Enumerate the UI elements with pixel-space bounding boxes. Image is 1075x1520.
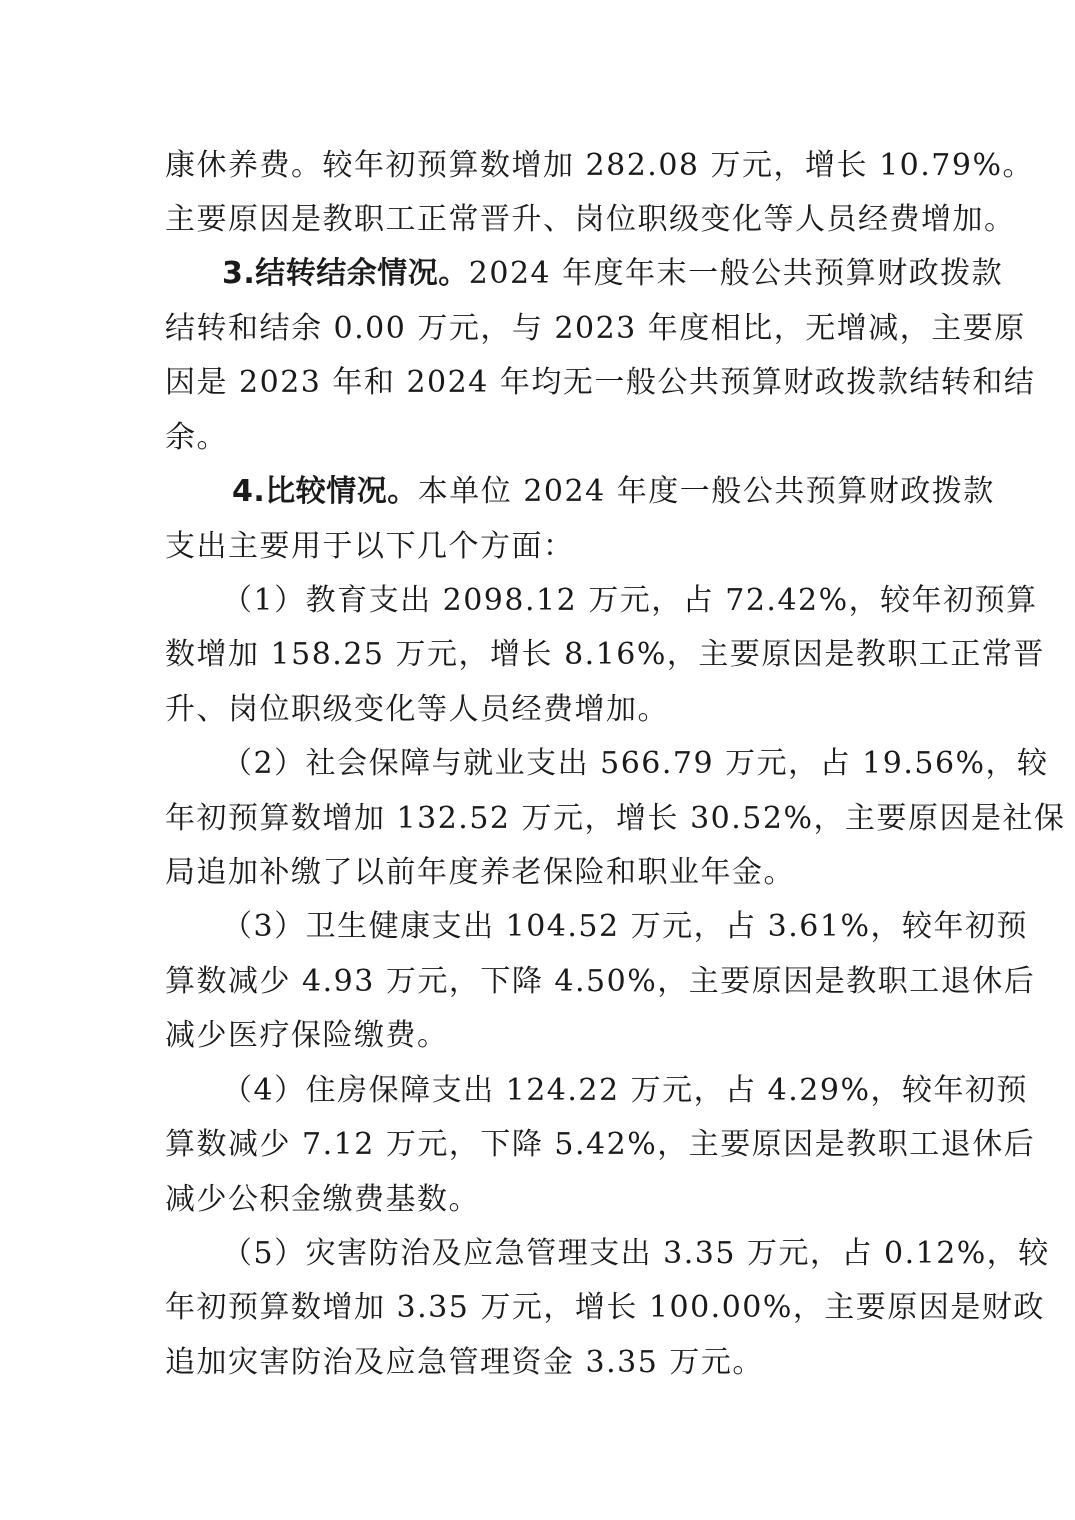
text-line: 年初预算数增加 3.35 万元，增长 100.00%，主要原因是财政 <box>165 1290 1045 1325</box>
item-4-first-line: （4）住房保障支出 124.22 万元，占 4.29%，较年初预 <box>222 1073 1028 1108</box>
text-line: 年初预算数增加 132.52 万元，增长 30.52%，主要原因是社保 <box>165 801 1066 836</box>
text-line: 算数减少 7.12 万元，下降 5.42%，主要原因是教职工退休后 <box>165 1127 1036 1162</box>
text-line: 支出主要用于以下几个方面： <box>165 529 575 564</box>
item-5-first-line: （5）灾害防治及应急管理支出 3.35 万元，占 0.12%，较 <box>222 1236 1050 1271</box>
section-3-heading: 3.结转结余情况。 <box>222 256 469 291</box>
text-line: 算数减少 4.93 万元，下降 4.50%，主要原因是教职工退休后 <box>165 964 1036 999</box>
text-line: 因是 2023 年和 2024 年均无一般公共预算财政拨款结转和结 <box>165 365 1036 400</box>
section-3-first-line-text: 2024 年度年末一般公共预算财政拨款 <box>468 256 1004 291</box>
text-line: 余。 <box>165 420 228 455</box>
section-4-first-line-text: 本单位 2024 年度一般公共预算财政拨款 <box>417 474 995 509</box>
text-line: 追加灾害防治及应急管理资金 3.35 万元。 <box>165 1345 764 1380</box>
text-line: 减少公积金缴费基数。 <box>165 1182 480 1217</box>
text-line: 减少医疗保险缴费。 <box>165 1018 449 1053</box>
text-line: 升、岗位职级变化等人员经费增加。 <box>165 692 669 727</box>
section-4-first-line <box>232 472 995 512</box>
text-line: 主要原因是教职工正常晋升、岗位职级变化等人员经费增加。 <box>165 202 1016 237</box>
section-4-heading: 4.比较情况。 <box>232 474 418 509</box>
text-line: 结转和结余 0.00 万元，与 2023 年度相比，无增减，主要原 <box>165 311 1026 346</box>
item-3-first-line: （3）卫生健康支出 104.52 万元，占 3.61%，较年初预 <box>222 909 1028 944</box>
text-line: 康休养费。较年初预算数增加 282.08 万元，增长 10.79%。 <box>165 148 1034 183</box>
text-line: 局追加补缴了以前年度养老保险和职业年金。 <box>165 855 795 890</box>
text-line: 数增加 158.25 万元，增长 8.16%，主要原因是教职工正常晋 <box>165 637 1045 672</box>
item-1-first-line: （1）教育支出 2098.12 万元，占 72.42%，较年初预算 <box>222 583 1038 618</box>
section-3-first-line <box>222 254 1004 294</box>
item-2-first-line: （2）社会保障与就业支出 566.79 万元，占 19.56%，较 <box>222 746 1049 781</box>
